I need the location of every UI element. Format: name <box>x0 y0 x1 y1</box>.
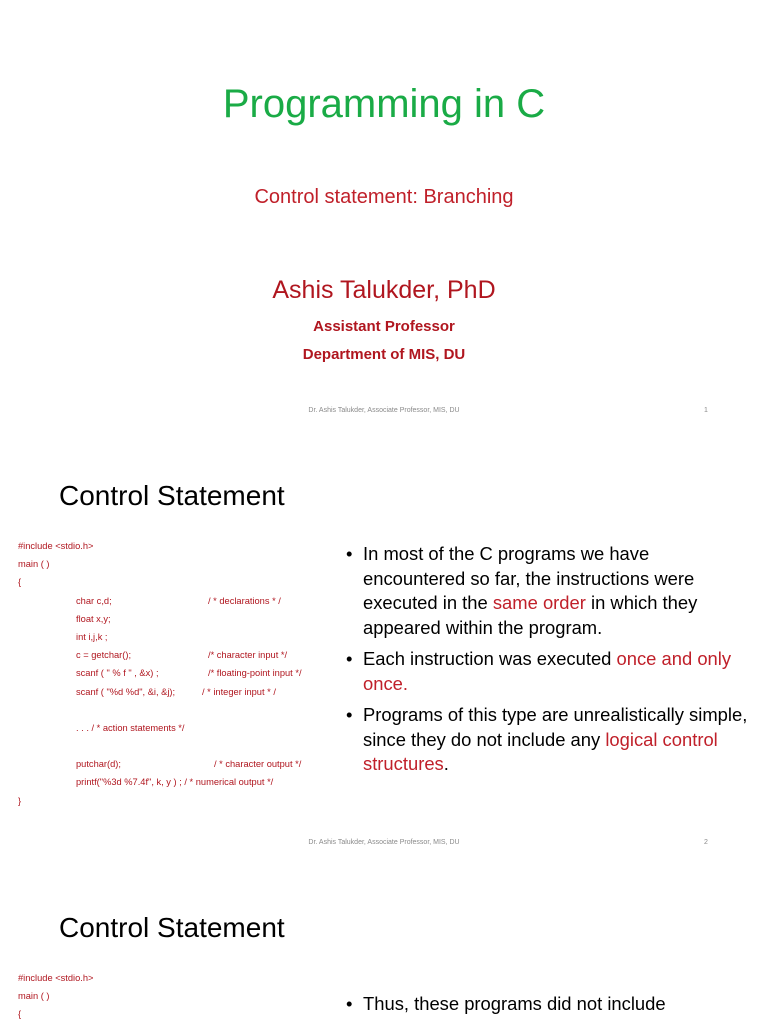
code-line: . . . / * action statements */ <box>76 722 185 733</box>
code-line: } <box>18 795 22 806</box>
slide-title: Control Statement <box>59 480 285 511</box>
code-line: printf("%3d %7.4f", k, y ) ; / * numerical output */ <box>76 777 274 788</box>
bullet-dot: • <box>346 704 353 725</box>
code-line: char c,d; / * declarations * / <box>76 595 281 606</box>
code-line: main ( ) <box>18 559 50 570</box>
author-department: Department of MIS, DU <box>302 346 466 363</box>
code-line: int i,j,k ; <box>76 631 108 642</box>
slide-footer: Dr. Ashis Talukder, Associate Professor, MIS, DU <box>308 839 460 846</box>
code-line: #include <stdio.h> <box>18 973 94 983</box>
code-line: scanf ( " % f " , &x) ; /* floating-point input */ <box>76 668 302 679</box>
presentation-subtitle: Control statement: Branching <box>254 186 514 208</box>
slide-2 <box>0 432 768 864</box>
code-line: { <box>18 577 22 588</box>
author-name: Ashis Talukder, PhD <box>272 276 496 304</box>
code-line: scanf ( "%d %d", &i, &j); / * integer input * / <box>76 686 276 697</box>
author-position: Assistant Professor <box>313 318 455 335</box>
code-line: main ( ) <box>18 991 50 1002</box>
bullet-list <box>346 542 751 784</box>
slide-footer: Dr. Ashis Talukder, Associate Professor, MIS, DU <box>308 407 460 414</box>
code-line: putchar(d); / * character output */ <box>76 759 302 770</box>
slide-3 <box>0 864 768 1024</box>
presentation-title: Programming in C <box>222 82 546 126</box>
bullet-list <box>346 992 751 1024</box>
slide-number: 2 <box>704 839 708 846</box>
highlight-text: logical control structures <box>363 728 718 774</box>
highlight-text: once and only once. <box>363 648 732 694</box>
code-line <box>18 737 348 755</box>
highlight-text: same order <box>492 592 586 613</box>
slide-title: Control Statement <box>59 912 285 943</box>
code-line: float x,y; <box>76 613 111 624</box>
code-listing <box>18 537 348 810</box>
code-line: { <box>18 1009 22 1020</box>
slide-1 <box>0 0 768 432</box>
slide-number: 1 <box>704 407 708 414</box>
code-line <box>18 701 348 719</box>
bullet-dot: • <box>346 648 353 669</box>
code-line: #include <stdio.h> <box>18 541 94 551</box>
bullet-dot: • <box>346 543 353 564</box>
bullet-dot: • <box>346 993 353 1014</box>
bullet-item: • Thus, these programs did not include <box>346 992 751 1017</box>
bullet-item: • Each instruction was executed once and only once. <box>346 648 732 694</box>
code-listing <box>18 969 348 1024</box>
code-line: c = getchar(); /* character input */ <box>76 650 288 661</box>
bullet-item: • In most of the C programs we have encountered so far, the instructions were executed in the same order in which they appeared within the program. <box>346 543 698 638</box>
bullet-item: • Programs of this type are unrealistically simple, since they do not include any logical control structures. <box>346 704 748 774</box>
